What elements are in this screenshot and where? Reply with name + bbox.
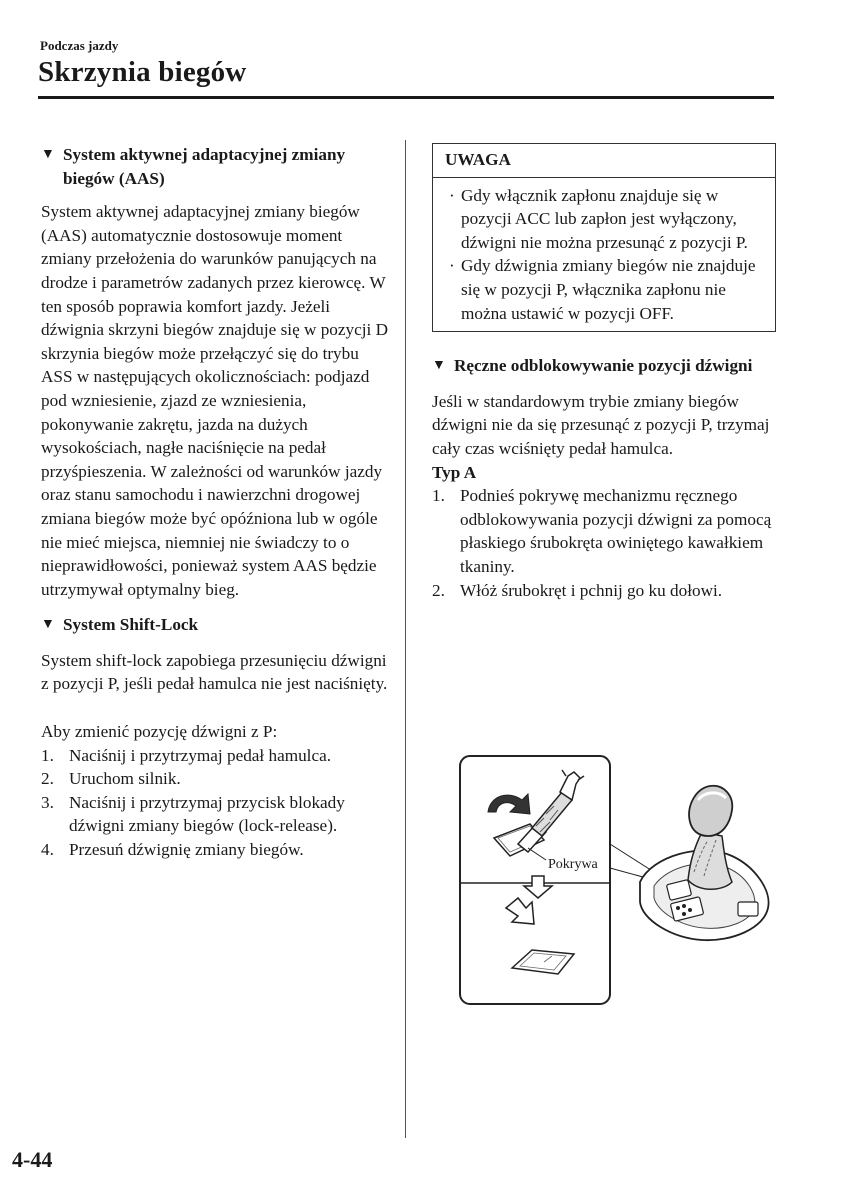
- step-number: 1.: [41, 745, 54, 765]
- list-item: [432, 579, 776, 603]
- notice-title: UWAGA: [433, 144, 775, 178]
- step-text: Włóż śrubokręt i pchnij go ku dołowi.: [460, 580, 723, 600]
- type-label: Typ A: [432, 462, 477, 482]
- shiftlock-heading-text: System Shift-Lock: [63, 615, 199, 635]
- step-text: Uruchom silnik.: [69, 769, 181, 789]
- step-number: 4.: [41, 840, 54, 860]
- shiftlock-body: System shift-lock zapobiega przesunięciu dźwigni z pozycji P, jeśli pedał hamulca nie jest naciśnięty.: [41, 650, 388, 694]
- page-number: 4-44: [12, 1147, 53, 1172]
- column-divider: [405, 140, 406, 1138]
- step-text: Naciśnij i przytrzymaj pedał hamulca.: [69, 745, 332, 765]
- step-number: 1.: [432, 486, 445, 506]
- notice-item: [449, 184, 763, 255]
- step-number: 2.: [432, 580, 445, 600]
- notice-box: [432, 143, 776, 332]
- bullet-icon: ·: [449, 185, 455, 205]
- list-item: [41, 767, 391, 791]
- right-column: [432, 143, 776, 602]
- step-number: 3.: [41, 792, 54, 812]
- manual-release-steps: [432, 484, 776, 602]
- shiftlock-heading: [41, 613, 391, 637]
- step-number: 2.: [41, 769, 54, 789]
- notice-body: [433, 178, 775, 332]
- triangle-down-icon: ▼: [432, 358, 446, 374]
- list-item: [41, 791, 391, 838]
- aas-heading-text: System aktywnej adaptacyjnej zmiany biegów (AAS): [63, 145, 346, 188]
- notice-item-text: Gdy dźwignia zmiany biegów nie znajduje się w pozycji P, włącznika zapłonu nie można ustawić w pozycji OFF.: [461, 256, 756, 323]
- manual-release-heading: [432, 354, 776, 378]
- bullet-icon: ·: [449, 256, 455, 276]
- aas-body: System aktywnej adaptacyjnej zmiany biegów (AAS) automatycznie dostosowuje moment zmiany przełożenia do warunków panujących na drodze i parametrów zadanych przez kierowcę. W ten sposób poprawia komfort jazdy. Jeżeli dźwignia skrzyni biegów znajduje się w pozycji D skrzynia biegów może przełączyć się do trybu ASS w następujących okolicznościach: podjazd pod wzniesienie, zjazd ze wzniesienia, pokonywanie zakrętu, jazda na dużych wysokościach, nagłe naciśnięcie na pedał przyśpieszenia. W zależności od warunków jazdy oraz stanu samochodu i nawierzchni drogowej zmiana biegów może być opóźniona lub w ogóle nie mieć miejsca, niemniej nie świadczy to o nieprawidłowości, ponieważ system AAS będzie utrzymywał optymalny bieg.: [41, 202, 388, 599]
- notice-item-text: Gdy włącznik zapłonu znajduje się w pozycji ACC lub zapłon jest wyłączony, dźwigni nie można przesunąć z pozycji P.: [461, 185, 748, 252]
- step-text: Podnieś pokrywę mechanizmu ręcznego odblokowywania pozycji dźwigni za pomocą płaskiego śrubokręta owiniętego kawałkiem tkaniny.: [460, 486, 772, 576]
- aas-heading: [41, 143, 391, 190]
- shift-release-illustration: [432, 752, 776, 1006]
- page-title: Skrzynia biegów: [38, 56, 247, 88]
- step-text: Przesuń dźwignię zmiany biegów.: [69, 840, 304, 860]
- list-item: [41, 838, 391, 862]
- notice-item: [449, 254, 763, 325]
- shiftlock-steps: [41, 744, 391, 862]
- shiftlock-intro: Aby zmienić pozycję dźwigni z P:: [41, 722, 278, 742]
- triangle-down-icon: ▼: [41, 617, 55, 633]
- list-item: [432, 484, 776, 578]
- triangle-down-icon: ▼: [41, 147, 55, 162]
- title-rule: [38, 96, 774, 99]
- step-text: Naciśnij i przytrzymaj przycisk blokady dźwigni zmiany biegów (lock-release).: [69, 792, 345, 836]
- manual-release-body: Jeśli w standardowym trybie zmiany biegów dźwigni nie da się przesunąć z pozycji P, trzymaj cały czas wciśnięty pedał hamulca.: [432, 391, 770, 458]
- section-label: Podczas jazdy: [40, 38, 119, 53]
- left-column: [41, 143, 391, 862]
- gear-shifter-icon: [640, 786, 769, 940]
- list-item: [41, 744, 391, 768]
- callout-label: Pokrywa: [548, 857, 598, 872]
- manual-release-heading-text: Ręczne odblokowywanie pozycji dźwigni: [454, 356, 753, 376]
